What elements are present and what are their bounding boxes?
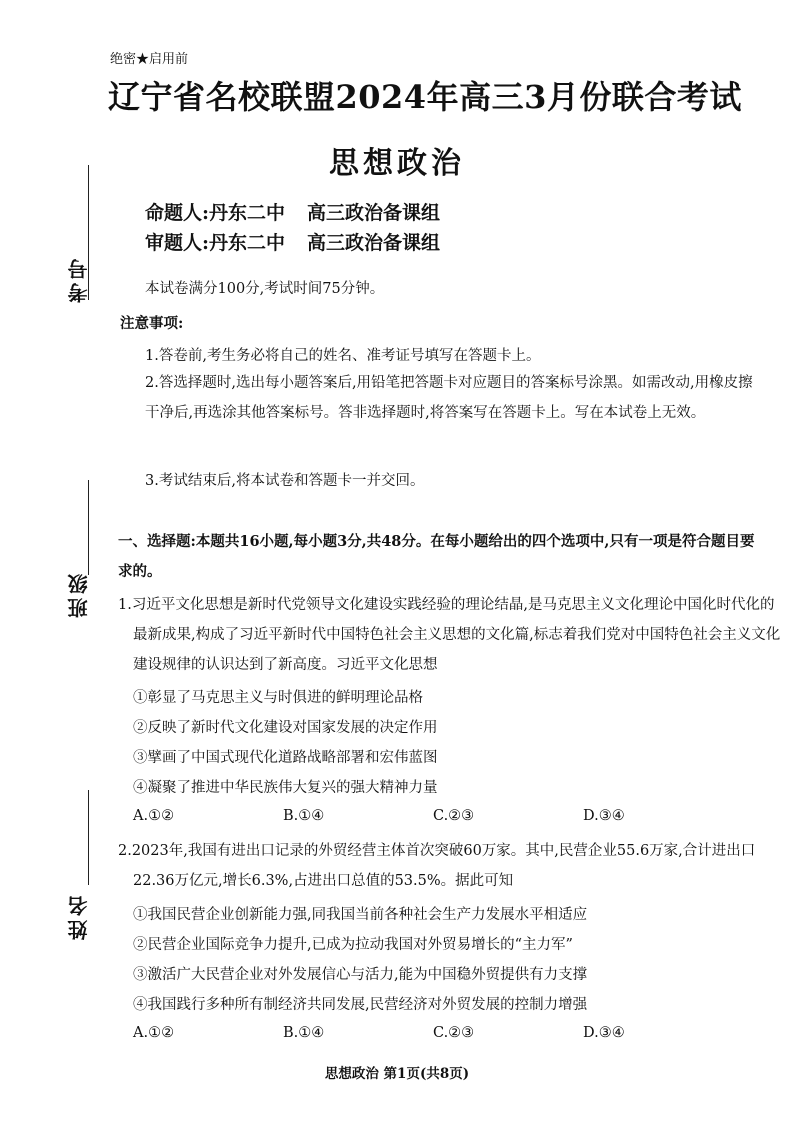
q1-option-c: C.②③ <box>433 808 475 824</box>
q2-statement-1: ①我国民营企业创新能力强,同我国当前各种社会生产力发展水平相适应 <box>133 907 588 923</box>
page-footer: 思想政治 第1页(共8页) <box>324 1066 470 1082</box>
q2-statement-3: ③激活广大民营企业对外发展信心与活力,能为中国稳外贸提供有力支撑 <box>133 967 588 983</box>
exam-number-label: 考号 <box>67 255 91 303</box>
setter-team: 高三政治备课组 <box>307 202 441 224</box>
q1-statement-3: ③擘画了中国式现代化道路战略部署和宏伟蓝图 <box>133 750 438 766</box>
name-label: 姓名 <box>67 892 91 940</box>
q2-option-c: C.②③ <box>433 1025 475 1041</box>
exam-title: 辽宁省名校联盟2024年高三3月份联合考试 <box>108 78 742 116</box>
setter-label: 命题人:丹东二中 <box>145 202 286 224</box>
q1-option-d: D.③④ <box>583 808 625 824</box>
section-heading: 一、选择题:本题共16小题,每小题3分,共48分。在每小题给出的四个选项中,只有一项是符合题目要求的。 <box>118 533 755 580</box>
question-2-stem: 2.2023年,我国有进出口记录的外贸经营主体首次突破60万家。其中,民营企业55.6万家,合计进出口22.36万亿元,增长6.3%,占进出口总值的53.5%。据此可知 <box>118 843 756 889</box>
question-1-stem: 1.习近平文化思想是新时代党领导文化建设实践经验的理论结晶,是马克思主义文化理论中国化时代化的最新成果,构成了习近平新时代中国特色社会主义思想的文化篇,标志着我们党对中国特色社会主义文化建设规律的认识达到了新高度。习近平文化思想 <box>118 597 781 673</box>
notice-item-2: 2.答选择题时,选出每小题答案后,用铅笔把答题卡对应题目的答案标号涂黑。如需改动,用橡皮擦干净后,再选涂其他答案标号。答非选择题时,将答案写在答题卡上。写在本试卷上无效。 <box>145 375 753 421</box>
q2-statement-2: ②民营企业国际竞争力提升,已成为拉动我国对外贸易增长的“主力军” <box>133 937 573 953</box>
q1-statement-4: ④凝聚了推进中华民族伟大复兴的强大精神力量 <box>133 780 438 796</box>
q2-statement-4: ④我国践行多种所有制经济共同发展,民营经济对外贸发展的控制力增强 <box>133 997 588 1013</box>
q1-statement-2: ②反映了新时代文化建设对国家发展的决定作用 <box>133 720 438 736</box>
reviewer-label: 审题人:丹东二中 <box>145 232 286 254</box>
notice-item-3: 3.考试结束后,将本试卷和答题卡一并交回。 <box>145 473 425 489</box>
class-line <box>88 480 89 575</box>
notice-item-1: 1.答卷前,考生务必将自己的姓名、准考证号填写在答题卡上。 <box>145 348 541 364</box>
q1-statement-1: ①彰显了马克思主义与时俱进的鲜明理论品格 <box>133 690 423 706</box>
notice-title: 注意事项: <box>120 315 184 332</box>
q2-option-d: D.③④ <box>583 1025 625 1041</box>
setter-line <box>145 198 440 225</box>
q2-option-a: A.①② <box>133 1025 175 1041</box>
class-label: 班级 <box>67 570 91 618</box>
q1-option-a: A.①② <box>133 808 175 824</box>
q2-option-b: B.①④ <box>283 1025 325 1041</box>
q1-option-b: B.①④ <box>283 808 325 824</box>
secret-mark: 绝密★启用前 <box>110 52 189 67</box>
reviewer-team: 高三政治备课组 <box>307 232 441 254</box>
subject-title: 思想政治 <box>329 146 465 181</box>
exam-intro: 本试卷满分100分,考试时间75分钟。 <box>145 281 385 297</box>
reviewer-line <box>145 228 440 255</box>
name-line <box>88 790 89 885</box>
